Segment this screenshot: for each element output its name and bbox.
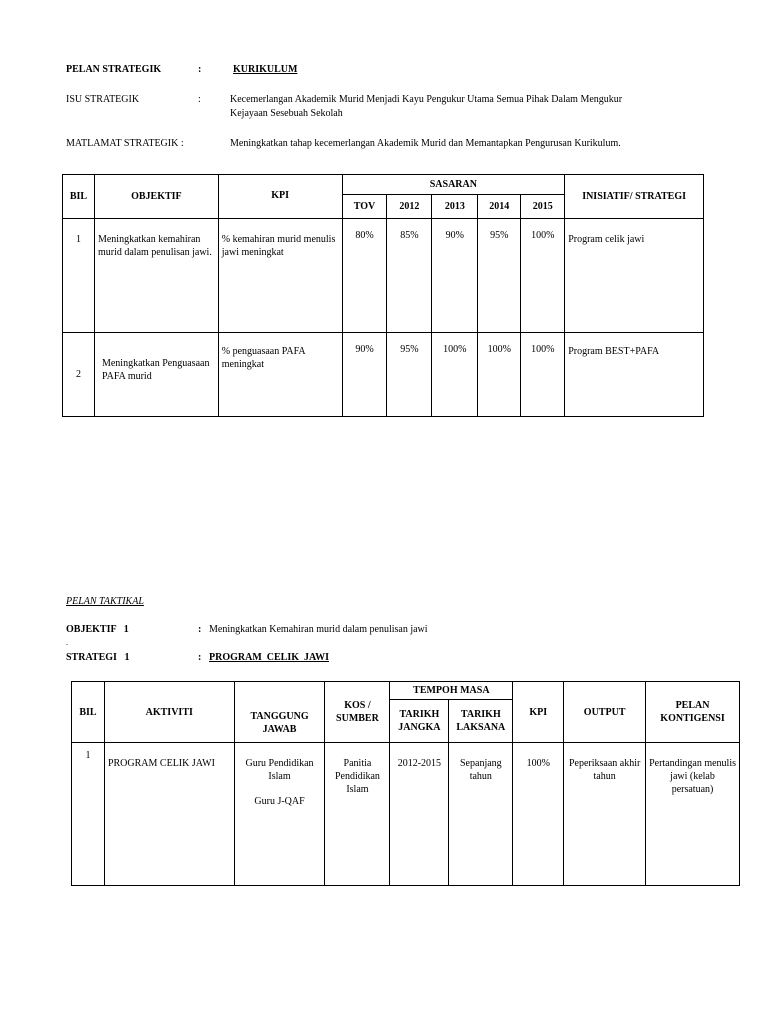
matlamat-strategik-label: MATLAMAT STRATEGIK :	[66, 138, 184, 149]
header-tarikh-laksana: TARIKH LAKSANA	[449, 700, 513, 743]
header-2015: 2015	[521, 195, 565, 219]
strategi-label: STRATEGI 1	[66, 652, 130, 663]
row2-tov: 90%	[342, 333, 387, 417]
row2-bil: 2	[63, 333, 95, 417]
row2-objektif: Meningkatkan Penguasaan PAFA murid	[94, 333, 218, 417]
row2-2015: 100%	[521, 333, 565, 417]
strategi-value: PROGRAM CELIK JAWI	[209, 652, 330, 663]
row1-2012: 85%	[387, 219, 432, 333]
header-sasaran: SASARAN	[342, 175, 565, 195]
isu-strategik-colon: :	[198, 94, 201, 105]
stray-dot: .	[66, 638, 68, 647]
header-kos-sumber: KOS / SUMBER	[325, 682, 390, 743]
header-2013: 2013	[432, 195, 478, 219]
strategi-colon: :	[198, 652, 202, 663]
row2-2014: 100%	[478, 333, 521, 417]
row-tanggung-jawab	[234, 743, 325, 886]
row-output: Peperiksaan akhir tahun	[564, 743, 646, 886]
table-row	[63, 333, 704, 417]
pelan-strategik-value: KURIKULUM	[233, 64, 298, 75]
row1-objektif: Meningkatkan kemahiran murid dalam penulisan jawi.	[94, 219, 218, 333]
header-2012: 2012	[387, 195, 432, 219]
header-tarikh-jangka: TARIKH JANGKA	[390, 700, 449, 743]
row1-kpi: % kemahiran murid menulis jawi meningkat	[218, 219, 342, 333]
row-kpi: 100%	[513, 743, 564, 886]
pelan-strategik-label: PELAN STRATEGIK	[66, 64, 162, 75]
table-row	[63, 219, 704, 333]
row-bil: 1	[72, 743, 105, 886]
tanggung-guru-jqaf: Guru J-QAF	[254, 796, 305, 807]
header-objektif: OBJEKTIF	[94, 175, 218, 219]
header-output: OUTPUT	[564, 682, 646, 743]
sasaran-table	[62, 174, 704, 417]
header-tempoh-masa: TEMPOH MASA	[390, 682, 513, 700]
sasaran-header-row	[63, 175, 704, 195]
taktikal-table	[71, 681, 740, 886]
objektif-label: OBJEKTIF 1	[66, 624, 129, 635]
objektif-colon: :	[198, 624, 202, 635]
table-row	[72, 743, 740, 886]
header-kpi: KPI	[218, 175, 342, 219]
header-tanggung-jawab: TANGGUNG JAWAB	[234, 682, 325, 743]
row-aktiviti: PROGRAM CELIK JAWI	[104, 743, 234, 886]
row1-2014: 95%	[478, 219, 521, 333]
row1-inisiatif: Program celik jawi	[565, 219, 704, 333]
row1-2013: 90%	[432, 219, 478, 333]
row1-bil: 1	[63, 219, 95, 333]
row2-2012: 95%	[387, 333, 432, 417]
header-2014: 2014	[478, 195, 521, 219]
objektif-value: Meningkatkan Kemahiran murid dalam penulisan jawi	[209, 624, 428, 635]
pelan-taktikal-title: PELAN TAKTIKAL	[66, 596, 144, 607]
tanggung-guru-pendidikan-islam: Guru Pendidikan Islam	[245, 758, 314, 782]
header-tov: TOV	[342, 195, 387, 219]
row-tarikh-jangka: 2012-2015	[390, 743, 449, 886]
header-kpi: KPI	[513, 682, 564, 743]
header-pelan-kontigensi: PELAN KONTIGENSI	[646, 682, 740, 743]
header-inisiatif: INISIATIF/ STRATEGI	[565, 175, 704, 219]
isu-strategik-label: ISU STRATEGIK	[66, 94, 140, 105]
taktikal-header-row	[72, 682, 740, 700]
header-aktiviti: AKTIVITI	[104, 682, 234, 743]
isu-strategik-line2: Kejayaan Sesebuah Sekolah	[230, 108, 343, 119]
header-bil: BIL	[63, 175, 95, 219]
matlamat-strategik-value: Meningkatkan tahap kecemerlangan Akademik Murid dan Memantapkan Pengurusan Kurikulum.	[230, 138, 621, 149]
row2-inisiatif: Program BEST+PAFA	[565, 333, 704, 417]
row-kos-sumber: Panitia Pendidikan Islam	[325, 743, 390, 886]
row-pelan-kontigensi: Pertandingan menulis jawi (kelab persatuan)	[646, 743, 740, 886]
isu-strategik-line1: Kecemerlangan Akademik Murid Menjadi Kayu Pengukur Utama Semua Pihak Dalam Mengukur	[230, 94, 623, 105]
row-tarikh-laksana: Sepanjang tahun	[449, 743, 513, 886]
row1-2015: 100%	[521, 219, 565, 333]
row2-2013: 100%	[432, 333, 478, 417]
row2-kpi: % penguasaan PAFA meningkat	[218, 333, 342, 417]
header-bil: BIL	[72, 682, 105, 743]
row1-tov: 80%	[342, 219, 387, 333]
pelan-strategik-colon: :	[198, 64, 202, 75]
